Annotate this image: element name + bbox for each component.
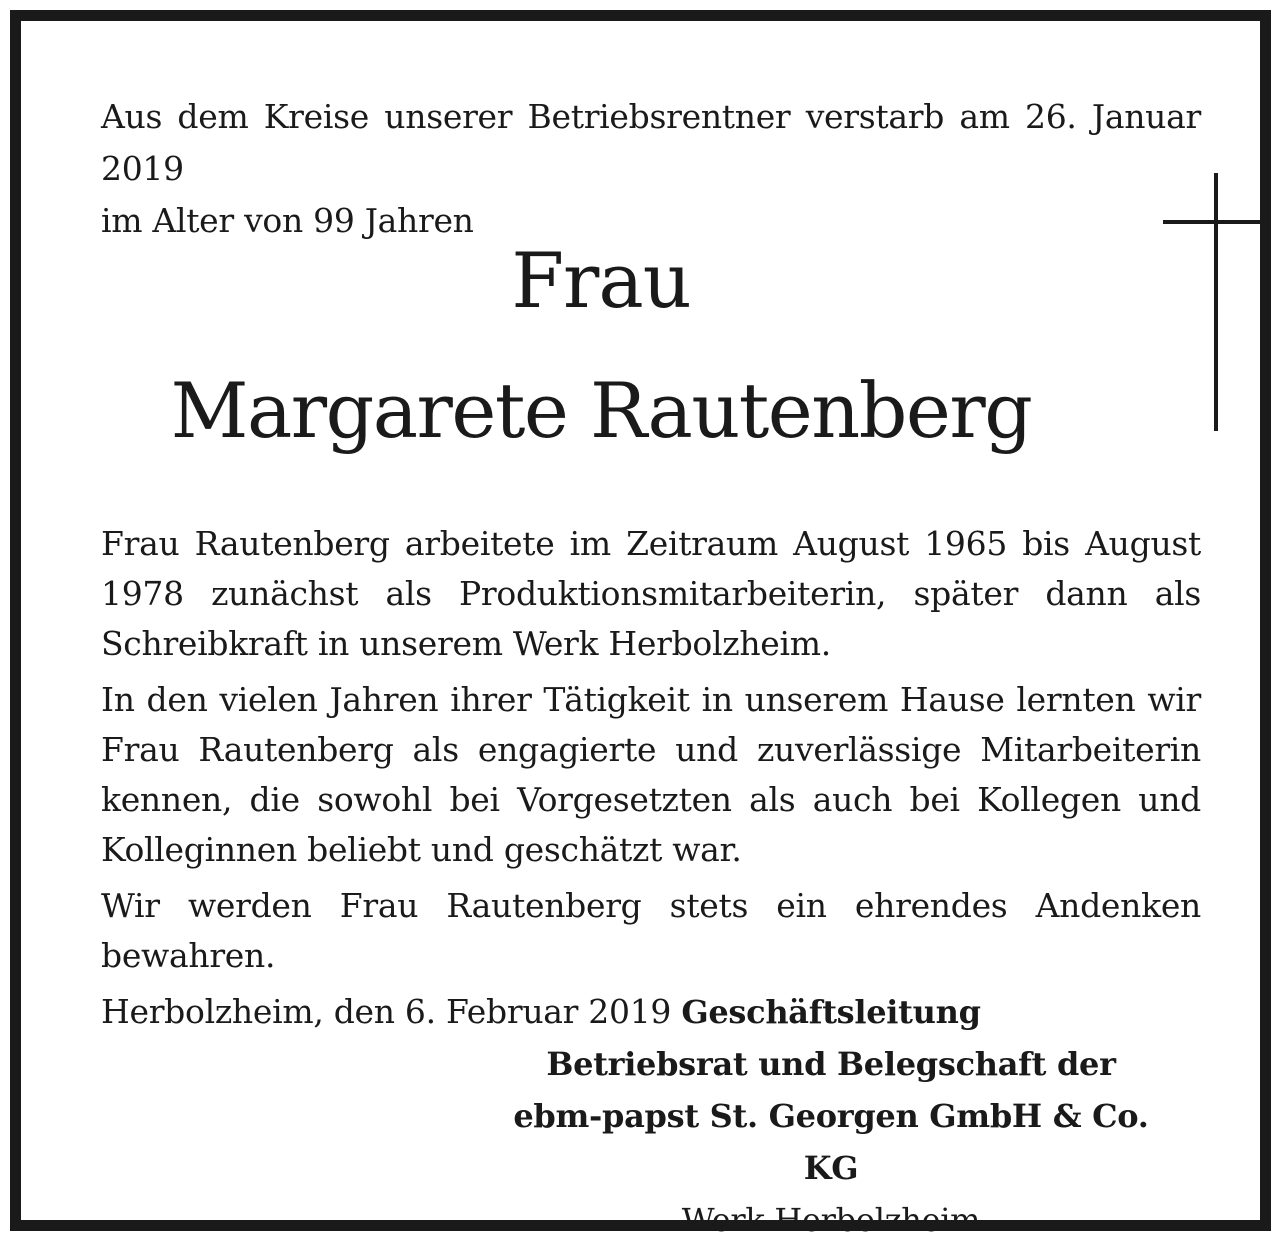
body-text (101, 519, 1201, 1043)
cross-horizontal-bar (1163, 220, 1267, 224)
title-salutation: Frau (511, 236, 691, 325)
signature-line-works-council: Betriebsrat und Belegschaft der (546, 1045, 1116, 1083)
intro-line-1: Aus dem Kreise unserer Betriebsrentner verstarb am 26. Januar 2019 (101, 97, 1201, 188)
cross-icon (1163, 173, 1273, 433)
title-name: Margarete Rautenberg (170, 366, 1032, 455)
paragraph-appreciation: In den vielen Jahren ihrer Tätigkeit in unserem Hause lernten wir Frau Rautenberg als engagierte und zuverlässige Mitarbeiterin kennen, die sowohl bei Vorgesetzten als auch bei Kollegen und Kolleginnen beliebt und geschätzt war. (101, 680, 1201, 869)
intro-line-2: im Alter von 99 Jahren (101, 201, 474, 240)
signature-line-company: ebm-papst St. Georgen GmbH & Co. KG (513, 1097, 1149, 1187)
paragraph-career: Frau Rautenberg arbeitete im Zeitraum August 1965 bis August 1978 zunächst als Produktionsmitarbeiterin, später dann als Schreibkraft in unserem Werk Herbolzheim. (101, 524, 1201, 663)
intro-text (101, 91, 1201, 247)
paragraph-remembrance: Wir werden Frau Rautenberg stets ein ehrendes Andenken bewahren. (101, 886, 1201, 975)
obituary-frame (10, 10, 1271, 1239)
signature-block (481, 986, 1181, 1246)
signature-line-plant: Werk Herbolzheim (681, 1201, 981, 1239)
cross-vertical-bar (1214, 173, 1218, 431)
signature-line-management: Geschäftsleitung (681, 993, 981, 1031)
place-date: Herbolzheim, den 6. Februar 2019 (101, 992, 672, 1031)
